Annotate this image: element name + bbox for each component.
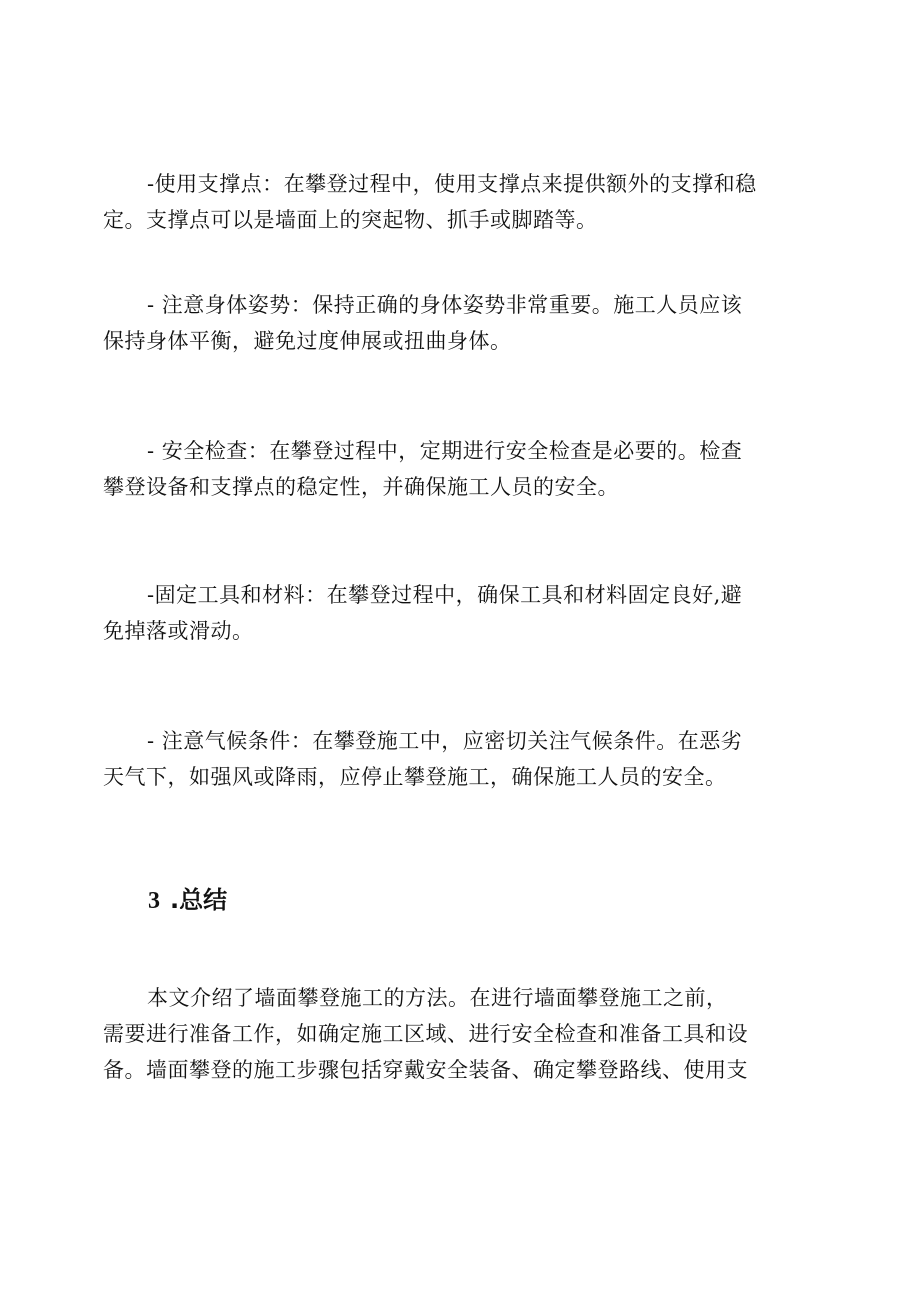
paragraph-line: - 安全检查：在攀登过程中，定期进行安全检查是必要的。检查: [147, 439, 743, 463]
paragraph-line: 需要进行准备工作，如确定施工区域、进行安全检查和准备工具和设: [103, 1022, 748, 1046]
paragraph-line: - 注意身体姿势：保持正确的身体姿势非常重要。施工人员应该: [147, 293, 743, 317]
paragraph-safety-check: [103, 433, 803, 505]
paragraph-line: 免掉落或滑动。: [103, 619, 254, 643]
paragraph-line: -使用支撑点：在攀登过程中，使用支撑点来提供额外的支撑和稳: [147, 172, 757, 196]
paragraph-secure-tools: [103, 577, 803, 649]
paragraph-summary: [103, 980, 803, 1088]
paragraph-line: 本文介绍了墙面攀登施工的方法。在进行墙面攀登施工之前，: [147, 986, 728, 1010]
paragraph-line: 备。墙面攀登的施工步骤包括穿戴安全装备、确定攀登路线、使用支: [103, 1058, 748, 1082]
paragraph-body-posture: [103, 287, 803, 359]
paragraph-line: 天气下，如强风或降雨，应停止攀登施工，确保施工人员的安全。: [103, 765, 727, 789]
paragraph-weather: [103, 723, 803, 795]
paragraph-line: -固定工具和材料：在攀登过程中，确保工具和材料固定良好,避: [147, 583, 743, 607]
section-title: .总结: [170, 886, 228, 914]
paragraph-line: 定。支撑点可以是墙面上的突起物、抓手或脚踏等。: [103, 208, 598, 232]
section-number: 3: [148, 888, 160, 914]
paragraph-line: 攀登设备和支撑点的稳定性，并确保施工人员的安全。: [103, 475, 619, 499]
paragraph-line: 保持身体平衡，避免过度伸展或扭曲身体。: [103, 329, 512, 353]
paragraph-support-points: [103, 166, 803, 238]
section-heading-summary: [148, 880, 227, 921]
paragraph-line: - 注意气候条件：在攀登施工中，应密切关注气候条件。在恶劣: [147, 729, 743, 753]
